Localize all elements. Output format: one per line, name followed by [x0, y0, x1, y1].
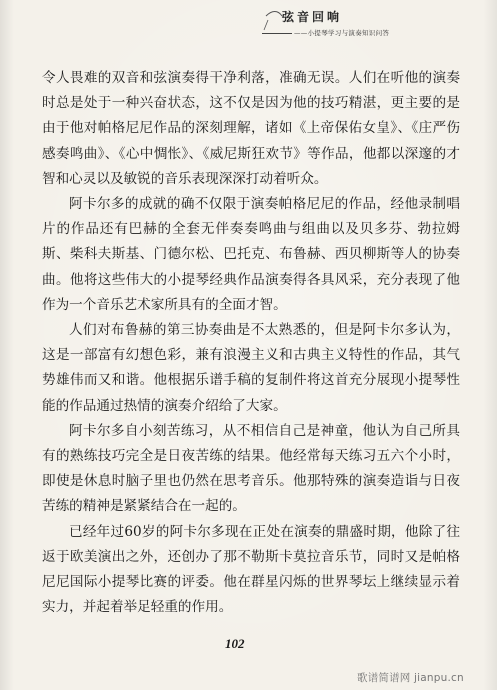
paragraph-4: 阿卡尔多自小刻苦练习，从不相信自己是神童，他认为自己所具有的熟练技巧完全是日夜苦练的结果。他经常每天练习五六个小时，即使是休息时脑子里也仍然在思考音乐。他那特殊的演奏造诣与日夜苦练的精神是紧紧结合在一起的。 [42, 422, 460, 515]
watermark: 歌谱简谱网 jianpu.cn [357, 672, 464, 684]
header-title: 弦音回响 [282, 10, 343, 24]
body-text [42, 66, 460, 620]
header-divider [262, 33, 292, 34]
paragraph-5: 已经年过60岁的阿卡尔多现在正处在演奏的鼎盛时期，他除了往返于欧美演出之外，还创办了那不勒斯卡莫拉音乐节，同时又是帕格尼尼国际小提琴比赛的评委。他在群星闪烁的世界琴坛上继续显示着实力，并起着举足轻重的作用。 [42, 523, 460, 616]
page-number: 102 [225, 636, 245, 651]
paragraph-1: 令人畏难的双音和弦演奏得干净利落，准确无误。人们在听他的演奏时总是处于一种兴奋状态，这不仅是因为他的技巧精湛，更主要的是由于他对帕格尼尼作品的深刻理解，诸如《上帝保佑女皇》、《庄严伤感奏鸣曲》、《心中惆怅》、《威尼斯狂欢节》等作品，他都以深邃的才智和心灵以及敏锐的音乐表现深深打动着听众。 [42, 70, 460, 187]
paragraph-3: 人们对布鲁赫的第三协奏曲是不太熟悉的，但是阿卡尔多认为，这是一部富有幻想色彩，兼有浪漫主义和古典主义特性的作品，其气势雄伟而又和谐。他根据乐谱手稿的复制件将这首充分展现小提琴性能的作品通过热情的演奏介绍给了大家。 [42, 322, 460, 414]
header-subtitle: ——小提琴学习与演奏知识问答 [294, 29, 390, 37]
paragraph-2: 阿卡尔多的成就的确不仅限于演奏帕格尼尼的作品，经他录制唱片的作品还有巴赫的全套无伴奏奏鸣曲与组曲以及贝多芬、勃拉姆斯、柴科夫斯基、门德尔松、巴托克、布鲁赫、西贝柳斯等人的协奏曲。他将这些伟大的小提琴经典作品演奏得各具风采，充分表现了他作为一个音乐艺术家所具有的全面才智。 [42, 196, 460, 313]
